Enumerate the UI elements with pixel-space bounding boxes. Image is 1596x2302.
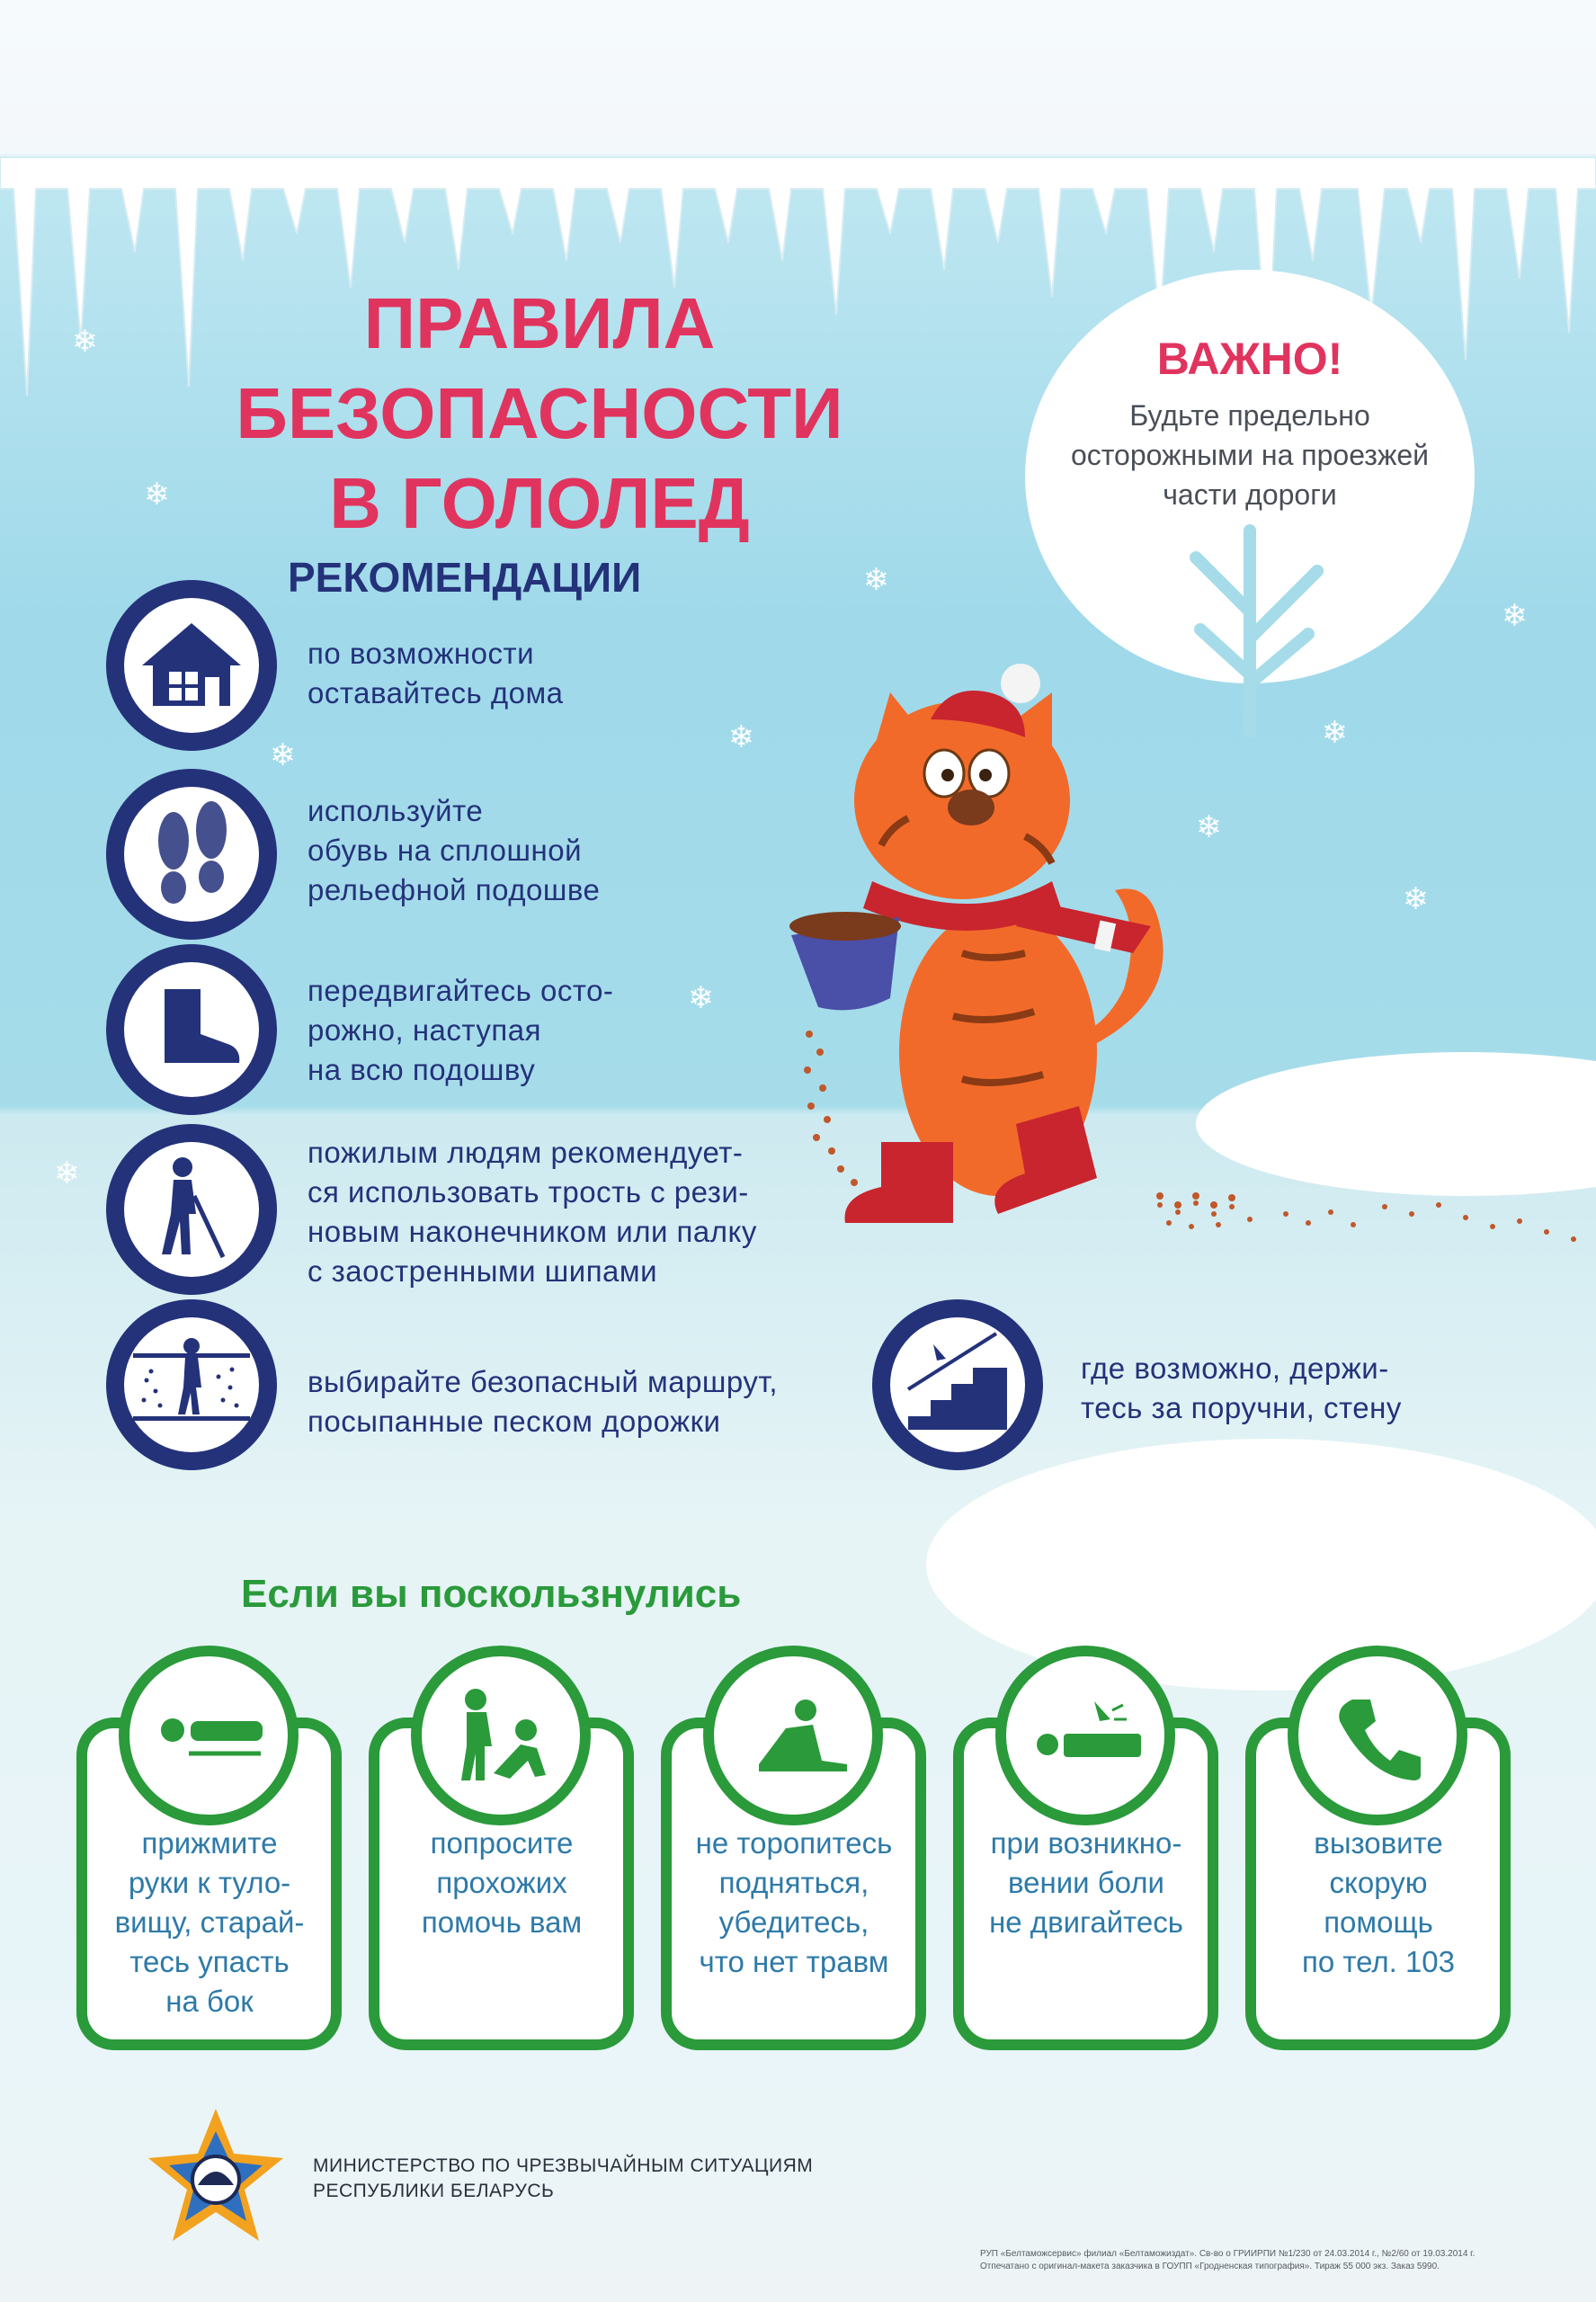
important-line: Будьте предельно <box>1129 399 1370 432</box>
slip-step-line: подняться, <box>718 1866 869 1899</box>
snowflake-icon: ❄ <box>688 980 714 1016</box>
slip-step-line: не двигайтесь <box>989 1905 1183 1939</box>
recommendation-line: пожилым людям рекомендует- <box>308 1136 744 1169</box>
snowflake-icon: ❄ <box>270 737 296 773</box>
recommendation-line: на всю подошву <box>308 1053 536 1086</box>
slip-step-text <box>380 1824 623 1942</box>
ministry-name <box>313 2154 813 2204</box>
printing-credits <box>980 2248 1556 2273</box>
important-line: осторожными на проезжей <box>1070 439 1430 471</box>
slip-step-line: скорую <box>1329 1866 1428 1899</box>
snowflake-icon: ❄ <box>54 1155 80 1191</box>
recommendation-line: с заостренными шипами <box>308 1254 658 1288</box>
slip-step-line: что нет травм <box>699 1945 889 1978</box>
slip-step-text <box>88 1824 331 2021</box>
slip-step-line: вищу, старай- <box>114 1905 305 1939</box>
sitting-person-icon <box>732 1674 854 1797</box>
poster-title <box>207 279 872 549</box>
slip-step-icon-circle <box>411 1646 591 1825</box>
slip-section-title: Если вы поскользнулись <box>241 1572 742 1616</box>
recommendation-text <box>308 791 600 910</box>
recommendation-icon <box>106 580 277 751</box>
snowflake-icon: ❄ <box>1502 598 1528 634</box>
recommendation-line: по возможности <box>308 637 535 670</box>
slip-step-text <box>1257 1824 1500 1982</box>
recommendation-icon <box>106 944 277 1115</box>
snowflake-icon: ❄ <box>863 562 889 598</box>
recommendation-text <box>308 1362 778 1441</box>
recommendation-line: рожно, наступая <box>308 1013 541 1047</box>
injured-person-icon <box>1024 1674 1146 1797</box>
slip-step-icon-circle <box>1288 1646 1467 1825</box>
recommendation-line: тесь за поручни, стену <box>1081 1391 1402 1424</box>
recommendation-text <box>1081 1349 1402 1428</box>
slip-step-line: на бок <box>165 1985 254 2018</box>
recommendation-line: используйте <box>308 794 484 827</box>
snowflake-icon: ❄ <box>1403 881 1429 917</box>
slip-step-line: помочь вам <box>421 1905 583 1939</box>
slip-step-icon-circle <box>703 1646 883 1825</box>
recommendation-icon <box>106 1299 277 1470</box>
slip-step-line: вызовите <box>1314 1826 1443 1860</box>
recommendation-text <box>308 971 613 1090</box>
slip-step-icon-circle <box>119 1646 299 1825</box>
fall-on-side-icon <box>147 1674 270 1797</box>
sand-trail <box>1142 1187 1592 1259</box>
slip-step-line: прохожих <box>436 1866 567 1899</box>
stairs-handrail-icon <box>890 1317 1025 1452</box>
snow-hill <box>926 1439 1596 1691</box>
slip-step-line: по тел. 103 <box>1301 1945 1456 1978</box>
title-line: В ГОЛОЛЕД <box>329 463 750 543</box>
important-line: части дороги <box>1163 478 1337 511</box>
mchs-emblem-logo <box>144 2104 288 2248</box>
boot-icon <box>124 962 259 1097</box>
snowflake-icon: ❄ <box>1196 809 1222 845</box>
slip-step-line: вении боли <box>1008 1866 1164 1899</box>
helper-icon <box>440 1674 562 1797</box>
recommendation-line: рельефной подошве <box>308 873 601 906</box>
recommendation-line: выбирайте безопасный маршрут, <box>308 1365 779 1398</box>
recommendation-line: оставайтесь дома <box>308 676 564 709</box>
slip-step-line: попросите <box>430 1826 574 1860</box>
recommendations-title: РЕКОМЕНДАЦИИ <box>288 554 642 601</box>
slip-step-line: помощь <box>1324 1905 1433 1939</box>
recommendation-line: посыпанные песком дорожки <box>308 1405 721 1438</box>
cane-walker-icon <box>124 1142 259 1277</box>
ministry-line: РЕСПУБЛИКИ БЕЛАРУСЬ <box>313 2181 555 2201</box>
slip-step-text <box>673 1824 915 1982</box>
slip-step-line: убедитесь, <box>718 1905 869 1939</box>
footprints-icon <box>124 787 259 922</box>
fine-print-line: Отпечатано с оригинал-макета заказчика в ГОУПП «Гродненская типография». Тираж 55 000 экз. Заказ 5990. <box>980 2262 1440 2271</box>
title-line: ПРАВИЛА <box>363 283 716 363</box>
snowflake-icon: ❄ <box>728 719 754 755</box>
recommendation-line: новым наконечником или палку <box>308 1215 757 1248</box>
slip-step-line: тесь упасть <box>129 1945 290 1978</box>
slip-step-line: не торопитесь <box>695 1826 893 1860</box>
ministry-line: МИНИСТЕРСТВО ПО ЧРЕЗВЫЧАЙНЫМ СИТУАЦИЯМ <box>313 2155 814 2176</box>
snowflake-icon: ❄ <box>1322 715 1348 751</box>
slip-step-line: при возникно- <box>990 1826 1182 1860</box>
important-title: ВАЖНО! <box>1156 334 1343 384</box>
house-icon <box>124 598 259 733</box>
slip-step-text <box>965 1824 1208 1942</box>
recommendation-text <box>308 1133 757 1291</box>
sanded-path-icon <box>124 1317 259 1452</box>
recommendation-icon <box>106 1124 277 1295</box>
recommendation-line: ся использовать трость с рези- <box>308 1175 749 1209</box>
fine-print-line: РУП «Белтаможсервис» филиал «Белтаможиздат». Св-во о ГРИИРПИ №1/230 от 24.03.2014 г., №2/60 от 19.03.2014 г. <box>980 2249 1476 2259</box>
important-text <box>1043 396 1457 514</box>
recommendation-line: где возможно, держи- <box>1081 1352 1389 1385</box>
recommendation-icon <box>872 1299 1043 1470</box>
slip-step-icon-circle <box>995 1646 1175 1825</box>
recommendation-line: обувь на сплошной <box>308 834 583 867</box>
title-line: БЕЗОПАСНОСТИ <box>236 373 843 453</box>
slip-step-line: прижмите <box>141 1826 278 1860</box>
recommendation-icon <box>106 769 277 940</box>
snowflake-icon: ❄ <box>144 477 170 513</box>
recommendation-line: передвигайтесь осто- <box>308 974 614 1007</box>
cat-mascot-illustration <box>755 656 1259 1268</box>
snowflake-icon: ❄ <box>72 324 98 360</box>
phone-icon <box>1316 1674 1439 1797</box>
slip-step-line: руки к туло- <box>128 1866 291 1899</box>
recommendation-text <box>308 634 564 713</box>
